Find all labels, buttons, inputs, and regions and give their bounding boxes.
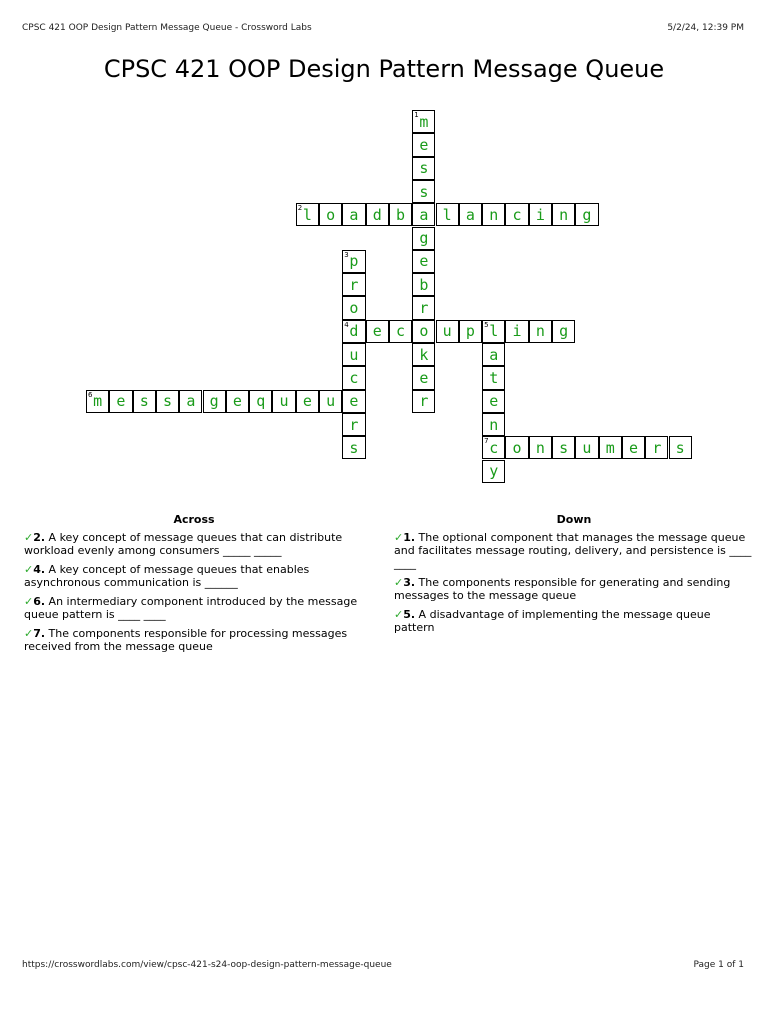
cell-letter: s: [559, 438, 569, 457]
clue-number: 3: [344, 250, 349, 259]
grid-cell: [389, 320, 412, 343]
grid-cell: [412, 180, 435, 203]
cell-letter: e: [489, 392, 499, 411]
cell-letter: d: [372, 205, 382, 224]
cell-letter: s: [139, 392, 149, 411]
cell-letter: r: [419, 392, 429, 411]
clue-number: 2: [297, 204, 303, 213]
grid-cell: [412, 157, 435, 180]
cell-letter: c: [396, 322, 406, 341]
browser-header-title: CPSC 421 OOP Design Pattern Message Queue - Crossword Labs: [22, 23, 312, 33]
clue-across-6: ✓6. An intermediary component introduced by the message queue pattern is ____ ____: [24, 595, 358, 621]
grid-cell: [552, 320, 575, 343]
cell-letter: u: [349, 345, 359, 364]
check-icon: ✓: [394, 531, 404, 544]
grid-cell: [459, 320, 482, 343]
grid-cell: [342, 343, 365, 366]
clue-down-1: ✓1. The optional component that manages the message queue and facilitates message routing, delivery, and persistence is ____ ____: [394, 531, 752, 570]
grid-cell: [599, 436, 622, 459]
clue-across-4: ✓4. A key concept of message queues that enables asynchronous communication is ______: [24, 563, 310, 589]
cell-letter: r: [652, 438, 662, 457]
clue-down-5: ✓5. A disadvantage of implementing the message queue pattern: [394, 608, 711, 634]
grid-cell: [459, 203, 482, 226]
check-icon: ✓: [394, 608, 404, 621]
cell-letter: y: [489, 462, 499, 481]
grid-cell: [412, 110, 435, 133]
check-icon: ✓: [394, 576, 404, 589]
clue-across-2: ✓2. A key concept of message queues that can distribute workload evenly among consumers _____ _____: [24, 531, 343, 557]
cell-letter: l: [489, 322, 499, 341]
cell-letter: e: [232, 392, 242, 411]
cell-letter: c: [349, 368, 359, 387]
grid-cell: [226, 390, 249, 413]
grid-cell: [342, 436, 365, 459]
grid-cell: [482, 460, 505, 483]
grid-cell: [482, 390, 505, 413]
cell-letter: l: [442, 205, 452, 224]
browser-header-timestamp: 5/2/24, 12:39 PM: [667, 23, 744, 33]
cell-letter: p: [465, 322, 475, 341]
cell-letter: e: [372, 322, 382, 341]
grid-cell: [412, 320, 435, 343]
grid-cell: [342, 390, 365, 413]
grid-cell: [529, 320, 552, 343]
grid-cell: [296, 203, 319, 226]
grid-cell: [412, 296, 435, 319]
clue-across-7: ✓7. The components responsible for processing messages received from the message queue: [24, 627, 348, 653]
grid-cell: [529, 203, 552, 226]
cell-letter: r: [419, 299, 429, 318]
grid-cell: [505, 436, 528, 459]
grid-cell: [389, 203, 412, 226]
page-title: CPSC 421 OOP Design Pattern Message Queue: [103, 55, 665, 83]
grid-cell: [319, 203, 342, 226]
cell-letter: a: [186, 392, 196, 411]
cell-letter: a: [489, 345, 499, 364]
grid-cell: [505, 203, 528, 226]
cell-letter: e: [302, 392, 312, 411]
cell-letter: o: [326, 205, 336, 224]
cell-letter: n: [489, 205, 499, 224]
page-number: Page 1 of 1: [693, 960, 744, 970]
grid-cell: [482, 366, 505, 389]
check-icon: ✓: [24, 531, 34, 544]
cell-letter: e: [419, 135, 429, 154]
grid-cell: [669, 436, 692, 459]
cell-letter: r: [349, 275, 359, 294]
cell-letter: a: [419, 205, 429, 224]
grid-cell: [342, 203, 365, 226]
cell-letter: i: [535, 205, 545, 224]
cell-letter: n: [489, 415, 499, 434]
cell-letter: e: [419, 252, 429, 271]
grid-cell: [342, 273, 365, 296]
grid-cell: [109, 390, 132, 413]
grid-cell: [412, 203, 435, 226]
grid-cell: [412, 250, 435, 273]
cell-letter: e: [116, 392, 126, 411]
grid-cell: [412, 390, 435, 413]
clue-number: 5: [484, 320, 489, 329]
grid-cell: [366, 320, 389, 343]
grid-cell: [133, 390, 156, 413]
cell-letter: s: [163, 392, 173, 411]
cell-letter: u: [279, 392, 289, 411]
cell-letter: r: [349, 415, 359, 434]
cell-letter: n: [535, 438, 545, 457]
grid-cell: [412, 273, 435, 296]
cell-letter: t: [489, 368, 499, 387]
check-icon: ✓: [24, 627, 34, 640]
grid-cell: [412, 133, 435, 156]
cell-letter: m: [419, 112, 429, 131]
cell-letter: b: [396, 205, 406, 224]
grid-cell: [342, 366, 365, 389]
grid-cell: [575, 436, 598, 459]
grid-cell: [272, 390, 295, 413]
grid-cell: [436, 320, 459, 343]
grid-cell: [482, 413, 505, 436]
grid-cell: [412, 366, 435, 389]
cell-letter: d: [349, 322, 359, 341]
grid-cell: [505, 320, 528, 343]
grid-cell: [645, 436, 668, 459]
grid-cell: [412, 343, 435, 366]
cell-letter: g: [209, 392, 219, 411]
cell-letter: s: [419, 159, 429, 178]
grid-cell: [86, 390, 109, 413]
check-icon: ✓: [24, 563, 34, 576]
down-clues: [394, 513, 754, 640]
grid-cell: [482, 436, 505, 459]
cell-letter: g: [419, 229, 429, 248]
cell-letter: g: [559, 322, 569, 341]
cell-letter: g: [582, 205, 592, 224]
grid-cell: [552, 436, 575, 459]
cell-letter: o: [349, 299, 359, 318]
grid-cell: [296, 390, 319, 413]
cell-letter: l: [302, 205, 312, 224]
cell-letter: p: [349, 252, 359, 271]
browser-footer-url: https://crosswordlabs.com/view/cpsc-421-s24-oop-design-pattern-message-queue: [22, 960, 392, 970]
cell-letter: s: [419, 182, 429, 201]
grid-cell: [342, 296, 365, 319]
cell-letter: s: [349, 438, 359, 457]
clue-number: 4: [344, 320, 349, 329]
grid-cell: [179, 390, 202, 413]
cell-letter: u: [326, 392, 336, 411]
cell-letter: i: [512, 322, 522, 341]
grid-cell: [342, 413, 365, 436]
clue-down-3: ✓3. The components responsible for generating and sending messages to the message queue: [394, 576, 731, 602]
grid-cell: [249, 390, 272, 413]
cell-letter: k: [419, 345, 429, 364]
grid-cell: [622, 436, 645, 459]
grid-cell: [319, 390, 342, 413]
cell-letter: m: [605, 438, 615, 457]
cell-letter: m: [93, 392, 103, 411]
grid-cell: [156, 390, 179, 413]
crossword-grid: [86, 110, 686, 490]
across-clues: [24, 513, 364, 659]
grid-cell: [552, 203, 575, 226]
grid-cell: [366, 203, 389, 226]
grid-cell: [342, 320, 365, 343]
cell-letter: s: [675, 438, 685, 457]
cell-letter: a: [465, 205, 475, 224]
grid-cell: [529, 436, 552, 459]
cell-letter: q: [256, 392, 266, 411]
clue-number: 6: [88, 390, 93, 399]
cell-letter: e: [629, 438, 639, 457]
grid-cell: [436, 203, 459, 226]
cell-letter: n: [535, 322, 545, 341]
grid-cell: [482, 343, 505, 366]
check-icon: ✓: [24, 595, 34, 608]
cell-letter: c: [489, 438, 499, 457]
grid-cell: [342, 250, 365, 273]
grid-cell: [482, 320, 505, 343]
grid-cell: [482, 203, 505, 226]
across-heading: Across: [173, 513, 215, 526]
cell-letter: u: [442, 322, 452, 341]
grid-cell: [575, 203, 598, 226]
clue-number: 7: [484, 437, 489, 446]
clue-number: 1: [414, 111, 419, 119]
cell-letter: b: [419, 275, 429, 294]
cell-letter: a: [349, 205, 359, 224]
cell-letter: c: [512, 205, 522, 224]
cell-letter: e: [349, 392, 359, 411]
grid-cell: [412, 227, 435, 250]
cell-letter: o: [419, 322, 429, 341]
down-heading: Down: [556, 513, 592, 526]
cell-letter: e: [419, 368, 429, 387]
cell-letter: u: [582, 438, 592, 457]
cell-letter: o: [512, 438, 522, 457]
cell-letter: n: [559, 205, 569, 224]
grid-cell: [203, 390, 226, 413]
